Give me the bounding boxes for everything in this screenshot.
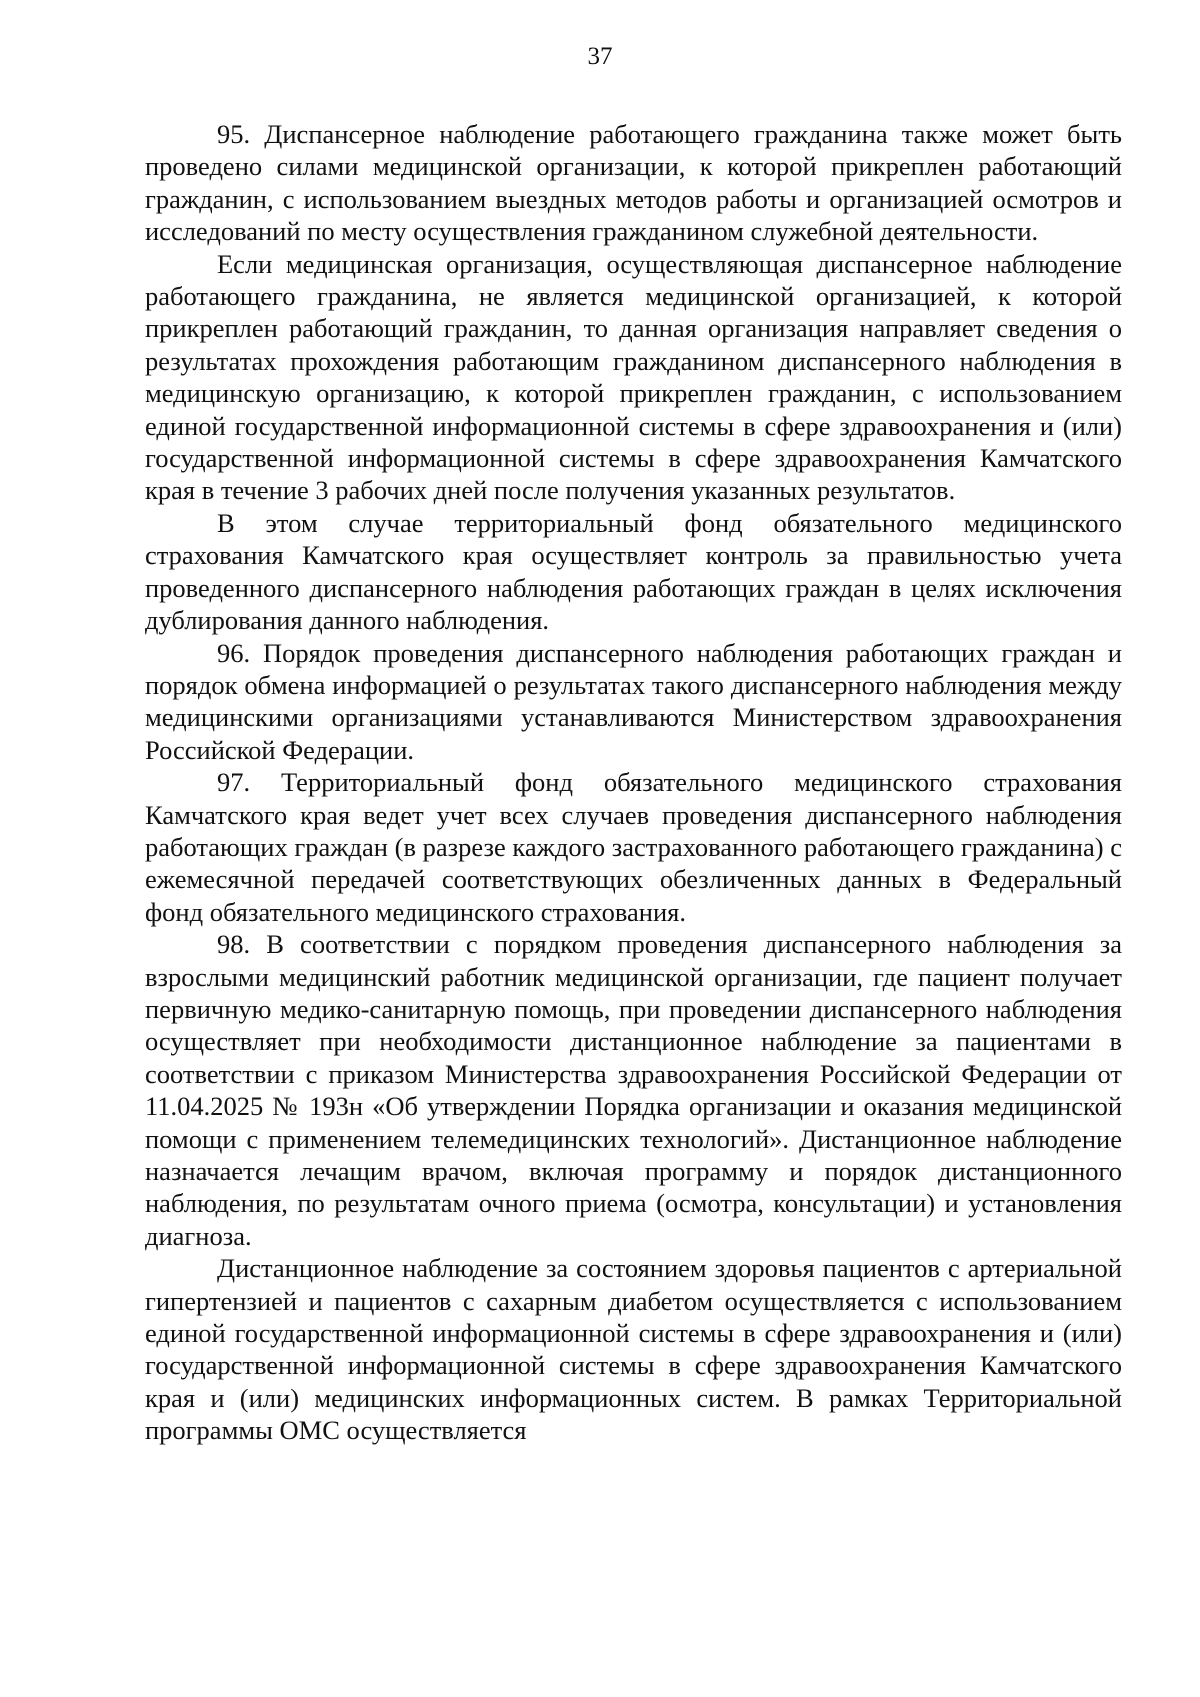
document-body [145, 118, 1122, 1447]
paragraph-98: 98. В соответствии с порядком проведения диспансерного наблюдения за взрослыми медицинский работник медицинской организации, где пациент получает первичную медико-санитарную помощь, при проведении диспансерного наблюдения осуществляет при необходимости дистанционное наблюдение за пациентами в соответствии с приказом Министерства здравоохранения Российской Федерации от 11.04.2025 № 193н «Об утверждении Порядка организации и оказания медицинской помощи с применением телемедицинских технологий». Дистанционное наблюдение назначается лечащим врачом, включая программу и порядок дистанционного наблюдения, по результатам очного приема (осмотра, консультации) и установления диагноза. [145, 929, 1122, 1251]
paragraph-95-continued: Если медицинская организация, осуществляющая диспансерное наблюдение работающего гражданина, не является медицинской организацией, к которой прикреплен работающий гражданин, то данная организация направляет сведения о результатах прохождения работающим гражданином диспансерного наблюдения в медицинскую организацию, к которой прикреплен гражданин, с использованием единой государственной информационной системы в сфере здравоохранения и (или) государственной информационной системы в сфере здравоохранения Камчатского края в течение 3 рабочих дней после получения указанных результатов. [145, 248, 1122, 506]
paragraph-95: 95. Диспансерное наблюдение работающего гражданина также может быть проведено силами медицинской организации, к которой прикреплен работающий гражданин, с использованием выездных методов работы и организацией осмотров и исследований по месту осуществления гражданином служебной деятельности. [145, 119, 1122, 247]
paragraph-98-continued: Дистанционное наблюдение за состоянием здоровья пациентов с артериальной гипертензией и пациентов с сахарным диабетом осуществляется с использованием единой государственной информационной системы в сфере здравоохранения и (или) государственной информационной системы в сфере здравоохранения Камчатского края и (или) медицинских информационных систем. В рамках Территориальной программы ОМС осуществляется [145, 1253, 1122, 1446]
paragraph-95-control: В этом случае территориальный фонд обязательного медицинского страхования Камчатского края осуществляет контроль за правильностью учета проведенного диспансерного наблюдения работающих граждан в целях исключения дублирования данного наблюдения. [145, 507, 1122, 636]
page-number: 37 [587, 43, 613, 70]
paragraph-96: 96. Порядок проведения диспансерного наблюдения работающих граждан и порядок обмена информацией о результатах такого диспансерного наблюдения между медицинскими организациями устанавливаются Министерством здравоохранения Российской Федерации. [145, 637, 1122, 765]
paragraph-97: 97. Территориальный фонд обязательного медицинского страхования Камчатского края ведет учет всех случаев проведения диспансерного наблюдения работающих граждан (в разрезе каждого застрахованного работающего гражданина) с ежемесячной передачей соответствующих обезличенных данных в Федеральный фонд обязательного медицинского страхования. [145, 767, 1122, 927]
